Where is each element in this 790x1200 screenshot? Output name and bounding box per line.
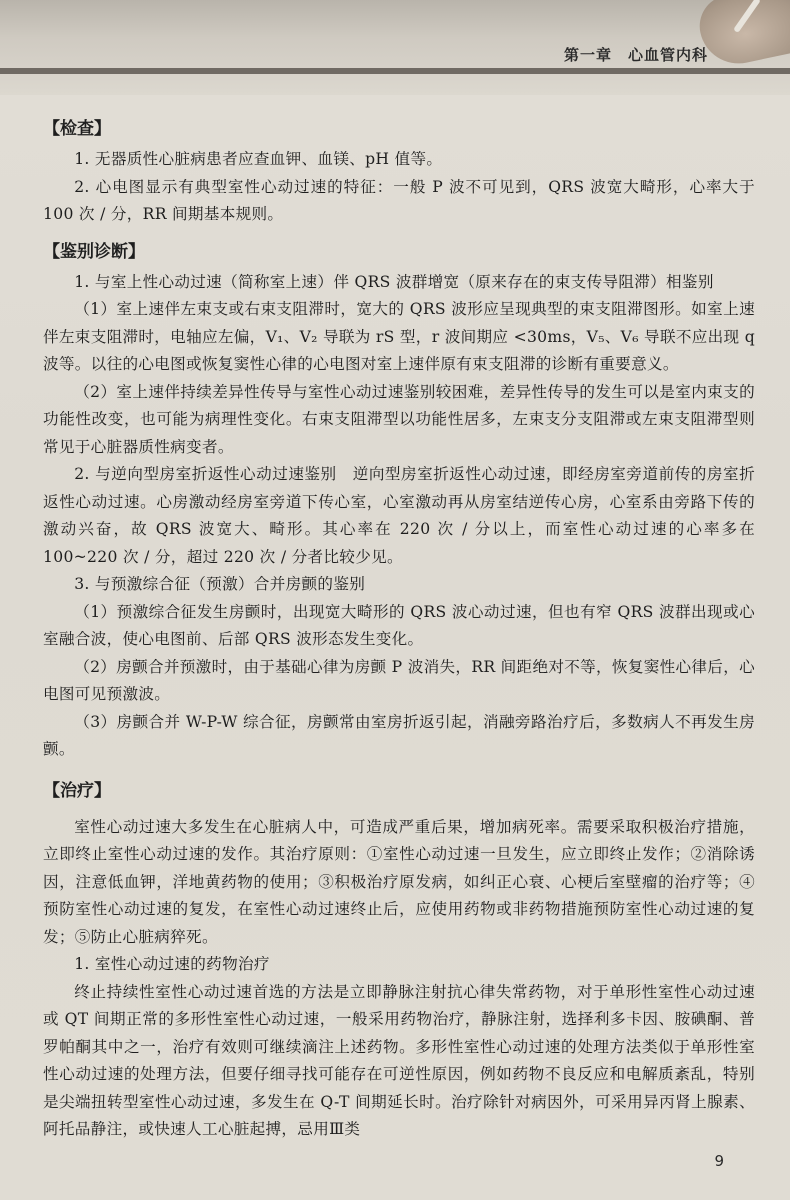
paragraph: 室性心动过速大多发生在心脏病人中，可造成严重后果，增加病死率。需要采取积极治疗措施，立即终止室性心动过速的发作。其治疗原则：①室性心动过速一旦发生，应立即终止发作；②消除诱因，注意低血钾，洋地黄药物的使用；③积极治疗原发病，如纠正心衰、心梗后室壁瘤的治疗等；④预防室性心动过速的复发，在室性心动过速终止后，应使用药物或非药物措施预防室性心动过速的复发；⑤防止心脏病猝死。	[43, 817, 755, 946]
paragraph: 终止持续性室性心动过速首选的方法是立即静脉注射抗心律失常药物，对于单形性室性心动过速或 QT 间期正常的多形性室性心动过速，一般采用药物治疗，静脉注射，选择利多卡因、胺碘酮、普罗帕酮其中之一，治疗有效则可继续滴注上述药物。多形性室性心动过速的处理方法类似于单形性室性心动过速的处理方法，但要仔细寻找可能存在可逆性原因，例如药物不良反应和电解质紊乱，特别是尖端扭转型室性心动过速，多发生在 Q-T 间期延长时。治疗除针对病因外，可采用异丙肾上腺素、阿托品静注，或快速人工心脏起搏，忌用Ⅲ类	[43, 982, 755, 1138]
section-heading-differential: 【鉴别诊断】	[43, 241, 145, 262]
paragraph: （1）预激综合征发生房颤时，出现宽大畸形的 QRS 波心动过速，但也有窄 QRS 波群出现或心室融合波，使心电图前、后部 QRS 波形态发生变化。	[43, 602, 755, 648]
page-content	[43, 112, 755, 1144]
paragraph: 1. 无器质性心脏病患者应查血钾、血镁、pH 值等。	[74, 150, 443, 168]
chapter-header: 第一章 心血管内科	[563, 46, 708, 64]
section-heading-treatment: 【治疗】	[43, 780, 111, 801]
paragraph: （2）室上速伴持续差异性传导与室性心动过速鉴别较困难，差异性传导的发生可以是室内束支的功能性改变，也可能为病理性变化。右束支阻滞型以功能性居多，左束支分支阻滞或左束支阻滞型则常见于心脏器质性病变者。	[43, 382, 755, 456]
paragraph: 3. 与预激综合征（预激）合并房颤的鉴别	[74, 575, 366, 593]
page-number: 9	[714, 1152, 724, 1170]
paragraph: 1. 与室上性心动过速（简称室上速）伴 QRS 波群增宽（原来存在的束支传导阻滞）相鉴别	[74, 272, 714, 291]
paragraph: （2）房颤合并预激时，由于基础心律为房颤 P 波消失，RR 间距绝对不等，恢复窦性心律后，心电图可见预激波。	[43, 657, 755, 703]
paragraph: （1）室上速伴左束支或右束支阻滞时，宽大的 QRS 波形应呈现典型的束支阻滞图形。如室上速伴左束支阻滞时，电轴应左偏，V₁、V₂ 导联为 rS 型，r 波间期应 <30ms，V₅、V₆ 导联不应出现 q 波等。以往的心电图或恢复窦性心律的心电图对室上速伴原有束支阻滞的诊断有重要意义。	[43, 300, 755, 373]
paragraph: 2. 心电图显示有典型室性心动过速的特征：一般 P 波不可见到，QRS 波宽大畸形，心率大于 100 次 / 分，RR 间期基本规则。	[43, 177, 755, 223]
paragraph: 1. 室性心动过速的药物治疗	[74, 955, 270, 973]
paragraph: （3）房颤合并 W-P-W 综合征，房颤常由室房折返引起，消融旁路治疗后，多数病人不再发生房颤。	[43, 712, 755, 758]
header-rule	[0, 68, 790, 74]
paragraph: 2. 与逆向型房室折返性心动过速鉴别 逆向型房室折返性心动过速，即经房室旁道前传的房室折返性心动过速。心房激动经房室旁道下传心室，心室激动再从房室结逆传心房，心室系由旁路下传的激动兴奋，故 QRS 波宽大、畸形。其心率在 220 次 / 分以上，而室性心动过速的心率多在 100~220 次 / 分，超过 220 次 / 分者比较少见。	[43, 465, 755, 566]
section-heading-exam: 【检查】	[43, 119, 111, 139]
